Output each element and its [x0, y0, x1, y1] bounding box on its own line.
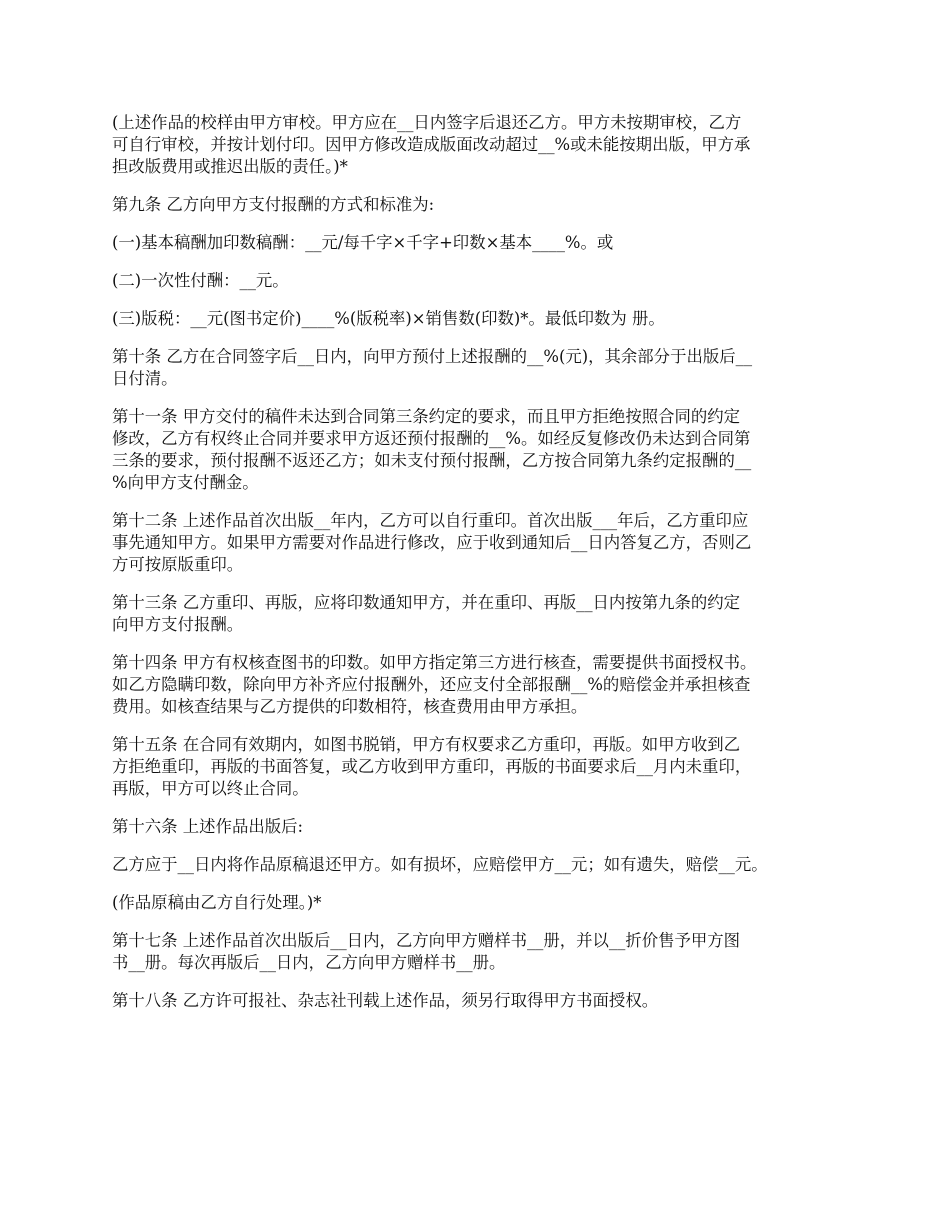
paragraph-line: 担改版费用或推迟出版的责任。)*: [112, 157, 348, 176]
paragraph: [112, 406, 852, 494]
paragraph: [112, 652, 852, 718]
paragraph-line: (一)基本稿酬加印数稿酬：__元/每千字×千字+印数×基本____%。或: [112, 233, 614, 252]
paragraph-line: (上述作品的校样由甲方审校。甲方应在__日内签字后退还乙方。甲方未按期审校，乙方: [112, 113, 742, 132]
paragraph: [112, 510, 852, 576]
paragraph: [112, 270, 852, 292]
paragraph-line: 第十条 乙方在合同签字后__日内，向甲方预付上述报酬的__%(元)，其余部分于出版后__: [112, 347, 753, 366]
paragraph-line: (二)一次性付酬：__元。: [112, 271, 289, 290]
paragraph: [112, 232, 852, 254]
paragraph-line: 第九条 乙方向甲方支付报酬的方式和标准为:: [112, 195, 435, 214]
paragraph-line: 第十五条 在合同有效期内，如图书脱销，甲方有权要求乙方重印，再版。如甲方收到乙: [112, 735, 741, 754]
paragraph: [112, 592, 852, 636]
paragraph: [112, 892, 852, 914]
paragraph: [112, 854, 852, 876]
paragraph-line: 方拒绝重印，再版的书面答复，或乙方收到甲方重印，再版的书面要求后__月内未重印，: [112, 757, 752, 776]
paragraph-line: 三条的要求，预付报酬不返还乙方；如未支付预付报酬，乙方按合同第九条约定报酬的__: [112, 451, 752, 470]
paragraph: [112, 990, 852, 1012]
paragraph-line: 再版，甲方可以终止合同。: [112, 779, 309, 798]
paragraph-line: 乙方应于__日内将作品原稿退还甲方。如有损坏，应赔偿甲方__元；如有遗失，赔偿__元。: [112, 855, 768, 874]
paragraph-line: 第十六条 上述作品出版后:: [112, 817, 304, 836]
paragraph-line: 第十二条 上述作品首次出版__年内，乙方可以自行重印。首次出版___年后，乙方重印应: [112, 511, 749, 530]
document-page: [112, 112, 852, 1028]
paragraph-line: 第十八条 乙方许可报社、杂志社刊载上述作品，须另行取得甲方书面授权。: [112, 991, 659, 1010]
paragraph: [112, 112, 852, 178]
paragraph-line: (三)版税：__元(图书定价)____%(版税率)×销售数(印数)*。最低印数为 册。: [112, 309, 665, 328]
paragraph: [112, 308, 852, 330]
paragraph-line: 可自行审校，并按计划付印。因甲方修改造成版面改动超过__%或未能按期出版，甲方承: [112, 135, 751, 154]
paragraph: [112, 734, 852, 800]
paragraph-line: 第十四条 甲方有权核查图书的印数。如甲方指定第三方进行核查，需要提供书面授权书。: [112, 653, 757, 672]
paragraph-line: 第十一条 甲方交付的稿件未达到合同第三条约定的要求，而且甲方拒绝按照合同的约定: [112, 407, 741, 426]
paragraph-line: 修改，乙方有权终止合同并要求甲方返还预付报酬的__%。如经反复修改仍未达到合同第: [112, 429, 751, 448]
paragraph-line: 费用。如核查结果与乙方提供的印数相符，核查费用由甲方承担。: [112, 697, 588, 716]
paragraph: [112, 816, 852, 838]
paragraph-line: 如乙方隐瞒印数，除向甲方补齐应付报酬外，还应支付全部报酬__%的赔偿金并承担核查: [112, 675, 751, 694]
paragraph-line: 书__册。每次再版后__日内，乙方向甲方赠样书__册。: [112, 953, 506, 972]
paragraph: [112, 194, 852, 216]
paragraph-line: 向甲方支付报酬。: [112, 615, 244, 634]
paragraph-line: 第十七条 上述作品首次出版后__日内，乙方向甲方赠样书__册，并以__折价售予甲方图: [112, 931, 741, 950]
paragraph-line: 事先通知甲方。如果甲方需要对作品进行修改，应于收到通知后__日内答复乙方，否则乙: [112, 533, 752, 552]
paragraph-line: 方可按原版重印。: [112, 555, 244, 574]
paragraph-line: 日付清。: [112, 369, 178, 388]
paragraph-line: (作品原稿由乙方自行处理。)*: [112, 893, 322, 912]
paragraph: [112, 930, 852, 974]
paragraph-line: %向甲方支付酬金。: [112, 473, 259, 492]
paragraph: [112, 346, 852, 390]
paragraph-line: 第十三条 乙方重印、再版，应将印数通知甲方，并在重印、再版__日内按第九条的约定: [112, 593, 741, 612]
